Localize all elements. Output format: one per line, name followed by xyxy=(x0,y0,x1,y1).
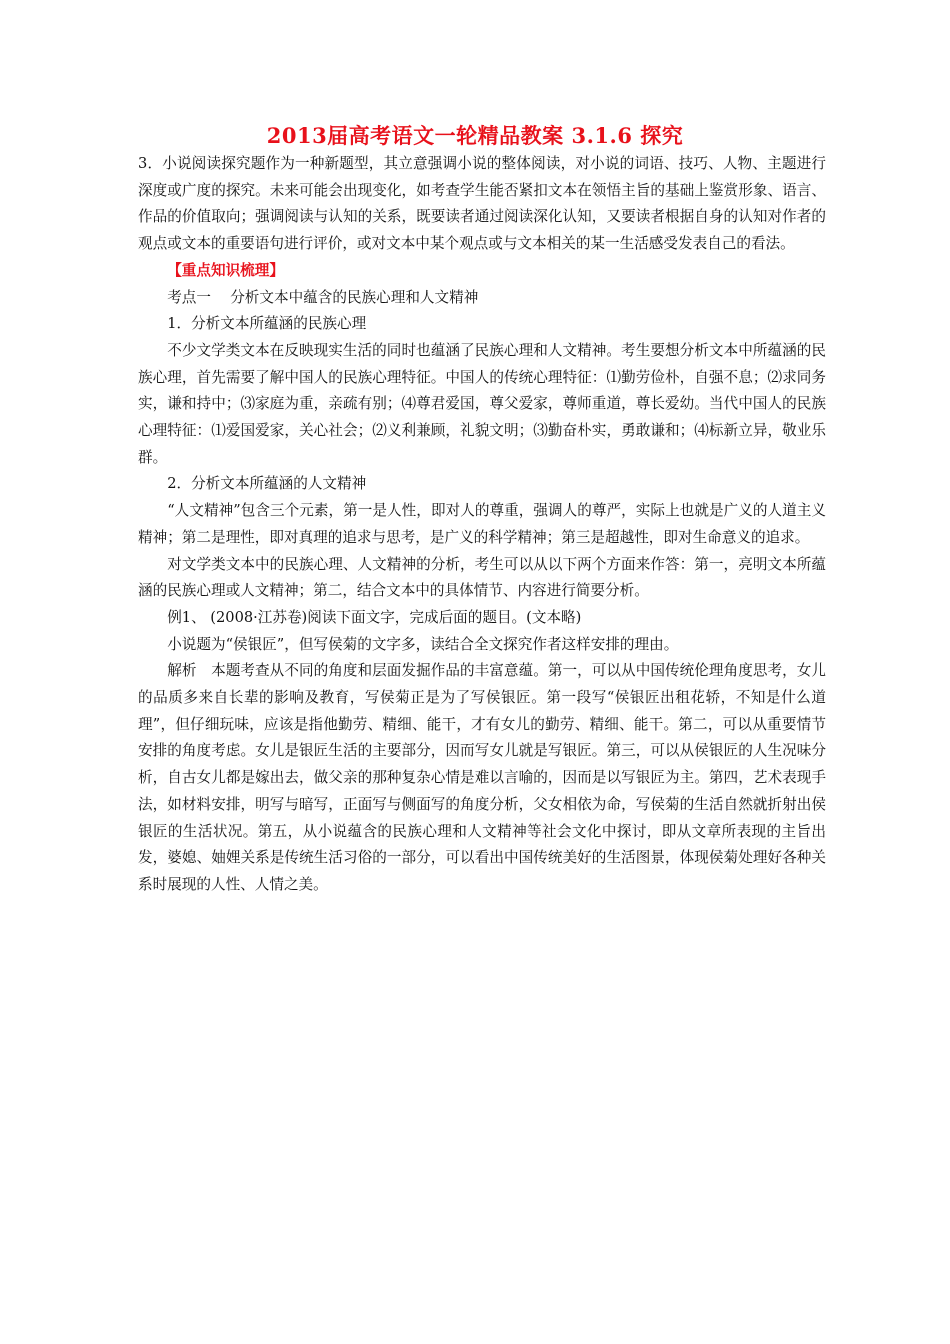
subheading-minzu: 1．分析文本所蕴涵的民族心理 xyxy=(167,315,367,333)
paragraph-renwen: “人文精神”包含三个元素，第一是人性，即对人的尊重，强调人的尊严，实际上也就是广义的人道主义精神；第二是理性，即对真理的追求与思考，是广义的科学精神；第三是超越性，即对生命意义的追求。 xyxy=(138,502,826,546)
example-heading: 例1、 (2008·江苏卷)阅读下面文字，完成后面的题目。(文本略) xyxy=(167,608,582,626)
paragraph-fenxi: 对文学类文本中的民族心理、人文精神的分析，考生可以从以下两个方面来作答：第一，亮明文本所蕴涵的民族心理或人文精神；第二，结合文本中的具体情节、内容进行简要分析。 xyxy=(138,555,826,600)
kaodian-heading: 考点一 分析文本中蕴含的民族心理和人文精神 xyxy=(167,288,479,306)
section-heading: 【重点知识梳理】 xyxy=(167,261,284,279)
example-question: 小说题为“侯银匠”，但写侯菊的文字多，读结合全文探究作者这样安排的理由。 xyxy=(167,635,679,653)
intro-paragraph: 3．小说阅读探究题作为一种新题型，其立意强调小说的整体阅读，对小说的词语、技巧、人物、主题进行深度或广度的探究。未来可能会出现变化，如考查学生能否紧扣文本在领悟主旨的基础上鉴赏形象、语言、作品的价值取向；强调阅读与认知的关系，既要读者通过阅读深化认知，又要读者根据自身的认知对作者的观点或文本的重要语句进行评价，或对文本中某个观点或与文本相关的某一生活感受发表自己的看法。 xyxy=(138,155,826,253)
paragraph-minzu: 不少文学类文本在反映现实生活的同时也蕴涵了民族心理和人文精神。考生要想分析文本中所蕴涵的民族心理，首先需要了解中国人的民族心理特征。中国人的传统心理特征：⑴勤劳俭朴，自强不息；⑵求同务实，谦和持中；⑶家庭为重，亲疏有别；⑷尊君爱国，尊父爱家，尊师重道，尊长爱幼。当代中国人的民族心理特征：⑴爱国爱家，关心社会；⑵义利兼顾，礼貌文明；⑶勤奋朴实，勇敢谦和；⑷标新立异，敬业乐群。 xyxy=(138,341,826,466)
document-title: 2013届高考语文一轮精品教案 3.1.6 探究 xyxy=(266,123,684,148)
example-analysis: 解析 本题考查从不同的角度和层面发掘作品的丰富意蕴。第一，可以从中国传统伦理角度思考，女儿的品质多来自长辈的影响及教育，写侯菊正是为了写侯银匠。第一段写“侯银匠出租花轿，不知是什么道理”，但仔细玩味，应该是指他勤劳、精细、能干，才有女儿的勤劳、精细、能干。第二，可以从重要情节安排的角度考虑。女儿是银匠生活的主要部分，因而写女儿就是写银匠。第三，可以从侯银匠的人生况味分析，自古女儿都是嫁出去，做父亲的那种复杂心情是难以言喻的，因而是以写银匠为主。第四，艺术表现手法，如材料安排，明写与暗写，正面写与侧面写的角度分析，父女相依为命，写侯菊的生活自然就折射出侯银匠的生活状况。第五，从小说蕴含的民族心理和人文精神等社会文化中探讨，即从文章所表现的主旨出发，婆媳、妯娌关系是传统生活习俗的一部分，可以看出中国传统美好的生活图景，体现侯菊处理好各种关系时展现的人性、人情之美。 xyxy=(138,662,826,893)
document-body xyxy=(138,151,826,899)
subheading-renwen: 2．分析文本所蕴涵的人文精神 xyxy=(167,475,367,493)
